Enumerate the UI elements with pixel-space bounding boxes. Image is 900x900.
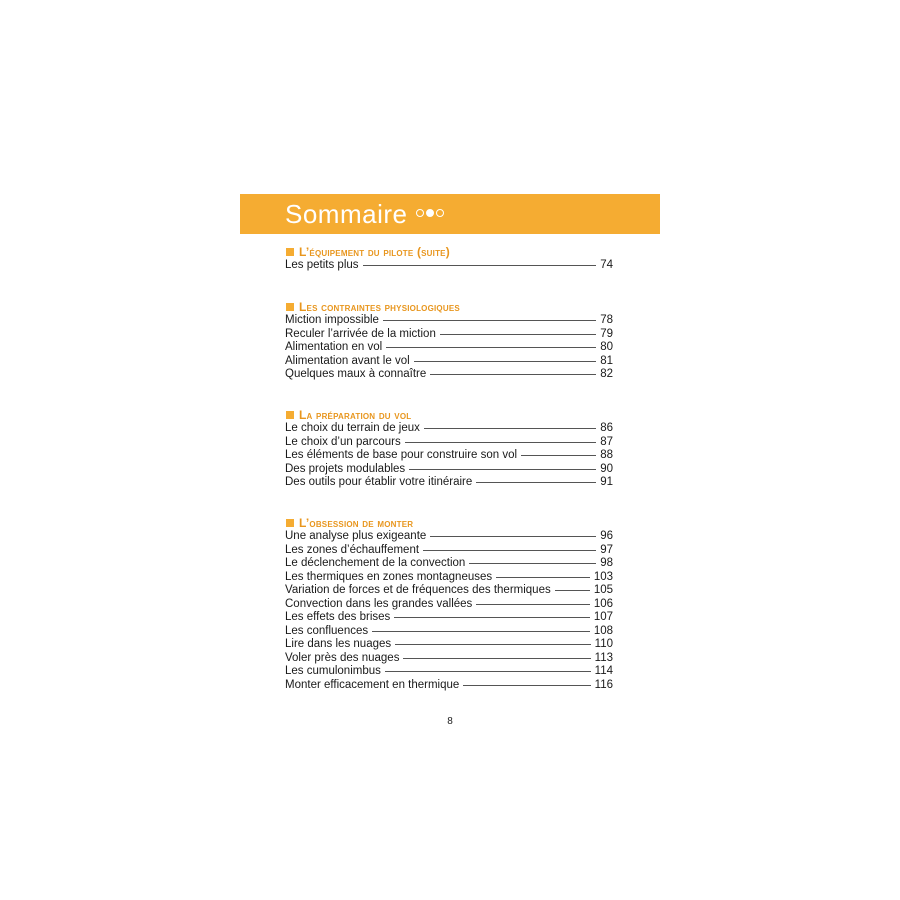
dot-leader (521, 455, 596, 456)
dot-leader (386, 347, 596, 348)
toc-entry-label: Des outils pour établir votre itinéraire (285, 476, 473, 488)
toc-entry[interactable] (285, 476, 613, 490)
square-bullet-icon (286, 303, 294, 311)
dot-leader (424, 428, 596, 429)
square-bullet-icon (286, 411, 294, 419)
toc-entry[interactable] (285, 625, 613, 639)
toc-entry-page: 88 (600, 449, 613, 461)
toc-entry[interactable] (285, 611, 613, 625)
toc-entry[interactable] (285, 259, 613, 273)
toc-entry[interactable] (285, 530, 613, 544)
toc-entry[interactable] (285, 544, 613, 558)
section-heading-text: Les contraintes physiologiques (299, 300, 460, 314)
dot-leader (440, 334, 596, 335)
toc-entry-label: Des projets modulables (285, 462, 406, 475)
dot-leader (385, 671, 591, 672)
progress-dots (416, 209, 446, 221)
toc-entry-label: Reculer l’arrivée de la miction (285, 327, 436, 340)
dot-leader (405, 442, 596, 443)
dot-leader (372, 631, 590, 632)
page-number: 8 (447, 716, 453, 727)
toc-entry-label: Le choix d’un parcours (285, 435, 401, 448)
dot-leader (430, 536, 596, 537)
toc-entry-label: Les éléments de base pour construire son vol (285, 449, 518, 461)
dot-leader (496, 577, 590, 578)
toc-entry-label: Alimentation avant le vol (285, 354, 410, 367)
toc-entry-label: Les thermiques en zones montagneuses (285, 570, 493, 583)
dot-leader (430, 374, 596, 375)
toc-entry-page: 114 (594, 665, 613, 677)
dot-empty-icon (416, 209, 424, 217)
toc-entry-label: Le déclenchement de la convection (285, 557, 466, 569)
toc-entry[interactable] (285, 557, 613, 571)
toc-entry-page: 74 (600, 259, 613, 271)
section-heading (285, 245, 613, 259)
toc-entry-label: Les petits plus (285, 259, 359, 271)
toc-entry-page: 103 (593, 570, 613, 583)
toc-entry-page: 90 (600, 462, 613, 475)
toc-entry-page: 107 (593, 611, 613, 623)
toc-entry-page: 82 (600, 368, 613, 380)
dot-leader (394, 617, 590, 618)
toc-entry[interactable] (285, 328, 613, 342)
toc-entry-page: 78 (600, 314, 613, 326)
toc-entry[interactable] (285, 598, 613, 612)
dot-leader (469, 563, 596, 564)
toc-entry-label: Voler près des nuages (285, 651, 400, 664)
toc-entry-page: 79 (600, 327, 613, 340)
toc-entry-page: 81 (600, 354, 613, 367)
toc-entry[interactable] (285, 665, 613, 679)
toc-entry[interactable] (285, 341, 613, 355)
dot-empty-icon (436, 209, 444, 217)
toc-entry-page: 105 (593, 584, 613, 596)
dot-leader (383, 320, 596, 321)
dot-filled-icon (426, 209, 434, 217)
section-heading-text: L’obsession de monter (299, 516, 414, 530)
toc-entry-page: 98 (600, 557, 613, 569)
toc-entry-label: Le choix du terrain de jeux (285, 422, 420, 434)
toc-entry-page: 97 (600, 543, 613, 556)
toc-entry[interactable] (285, 584, 613, 598)
toc-section (285, 245, 613, 273)
toc-entry-label: Une analyse plus exigeante (285, 530, 427, 542)
toc-entry-page: 80 (600, 341, 613, 353)
dot-leader (363, 265, 597, 266)
title-banner (240, 194, 660, 234)
toc-entry-label: Les confluences (285, 624, 369, 637)
section-heading (285, 408, 613, 422)
toc-entry[interactable] (285, 679, 613, 693)
toc-entry-page: 113 (594, 651, 613, 664)
toc-entry-label: Monter efficacement en thermique (285, 678, 460, 691)
toc-entry-label: Les zones d’échauffement (285, 543, 420, 556)
toc-entry-label: Convection dans les grandes vallées (285, 597, 473, 610)
toc-entry-page: 110 (594, 638, 613, 650)
toc-entry-label: Les cumulonimbus (285, 665, 381, 677)
square-bullet-icon (286, 248, 294, 256)
dot-leader (409, 469, 596, 470)
toc-entry-label: Les effets des brises (285, 611, 391, 623)
toc-entry-page: 91 (600, 476, 613, 488)
toc-entry-page: 86 (600, 422, 613, 434)
dot-leader (403, 658, 590, 659)
dot-leader (423, 550, 596, 551)
section-heading (285, 300, 613, 314)
section-heading-text: L’équipement du pilote (suite) (299, 245, 450, 259)
dot-leader (476, 604, 590, 605)
dot-leader (414, 361, 597, 362)
toc-entry[interactable] (285, 638, 613, 652)
toc-entry[interactable] (285, 463, 613, 477)
toc-entry-label: Quelques maux à connaître (285, 368, 427, 380)
dot-leader (476, 482, 596, 483)
toc-entry[interactable] (285, 422, 613, 436)
dot-leader (395, 644, 591, 645)
page-title: Sommaire (285, 199, 408, 229)
toc-entry-page: 96 (600, 530, 613, 542)
toc-entry[interactable] (285, 652, 613, 666)
toc-entry-label: Alimentation en vol (285, 341, 383, 353)
toc-entry-page: 106 (593, 597, 613, 610)
section-heading-text: La préparation du vol (299, 408, 412, 422)
toc-entry[interactable] (285, 355, 613, 369)
toc-entry[interactable] (285, 449, 613, 463)
toc-entry-label: Lire dans les nuages (285, 638, 392, 650)
toc-entry[interactable] (285, 436, 613, 450)
square-bullet-icon (286, 519, 294, 527)
toc-entry[interactable] (285, 571, 613, 585)
toc-entry-label: Variation de forces et de fréquences des thermiques (285, 584, 551, 596)
toc-section (285, 300, 613, 382)
section-heading (285, 516, 613, 530)
toc-entry-page: 87 (600, 435, 613, 448)
toc-entry[interactable] (285, 314, 613, 328)
toc-entry-page: 108 (593, 624, 613, 637)
toc-entry-page: 116 (594, 678, 613, 691)
toc-section (285, 408, 613, 490)
dot-leader (555, 590, 590, 591)
toc-section (285, 516, 613, 692)
dot-leader (463, 685, 590, 686)
toc-entry[interactable] (285, 368, 613, 382)
toc-entry-label: Miction impossible (285, 314, 379, 326)
